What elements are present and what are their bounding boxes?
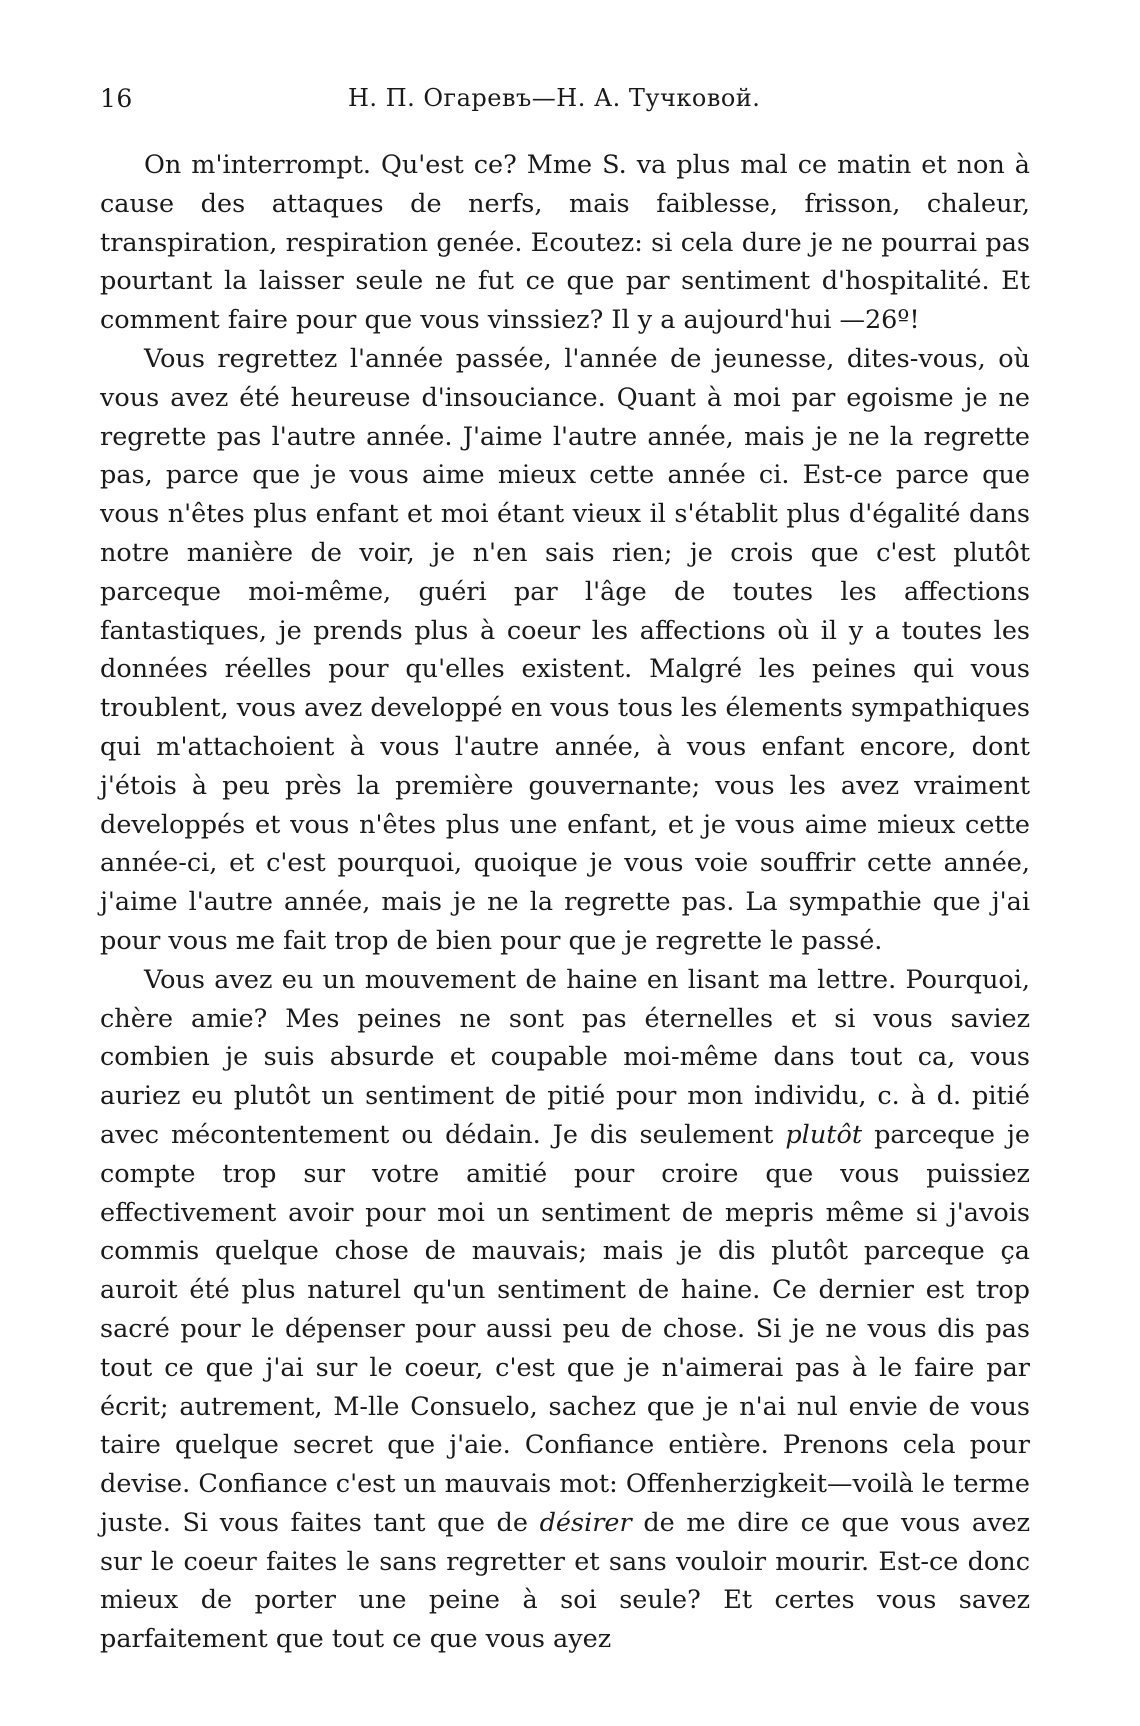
text-segment: Vous avez eu un mouvement de haine en lisant ma lettre. Pourquoi, chère amie? Mes peines ne sont pas éternelles et si vous saviez combien je suis absurde et coupable moi-même dans tout ca, vous auriez eu plutôt un sentiment de pitié pour mon individu, c. à d. pitié avec mécontentement ou dédain. Je dis seulement <box>100 964 1030 1150</box>
italic-word: désirer <box>539 1507 632 1538</box>
italic-word: plutôt <box>785 1119 863 1150</box>
paragraph <box>100 961 1030 1659</box>
page-header <box>100 84 1030 124</box>
running-head: Н. П. Огаревъ—Н. А. Тучковой. <box>348 84 761 112</box>
page-number: 16 <box>100 84 133 113</box>
text-segment: de me dire ce que vous avez sur le coeur faites le sans regretter et sans vouloir mourir. Est-ce donc mieux de porter une peine à soi seule? Et certes vous savez parfaitement que tout ce que vous ayez <box>100 1507 1030 1655</box>
text-segment: Vous regrettez l'année passée, l'année de jeunesse, dites-vous, où vous avez été heureuse d'insouciance. Quant à moi par egoisme je ne regrette pas l'autre année. J'aime l'autre année, mais je ne la regrette pas, parce que je vous aime mieux cette année ci. Est-ce parce que vous n'êtes plus enfant et moi étant vieux il s'établit plus d'égalité dans notre manière de voir, je n'en sais rien; je crois que c'est plutôt parceque moi-même, guéri par l'âge de toutes les affections fantastiques, je prends plus à coeur les affections où il y a toutes les données réelles pour qu'elles existent. Malgré les peines qui vous troublent, vous avez developpé en vous tous les élements sympathiques qui m'attachoient à vous l'autre année, à vous enfant encore, dont j'étois à peu près la première gouvernante; vous les avez vraiment developpés et vous n'êtes plus une enfant, et je vous aime mieux cette année-ci, et c'est pourquoi, quoique je vous voie souffrir cette année, j'aime l'autre année, mais je ne la regrette pas. La sympathie que j'ai pour vous me fait trop de bien pour que je regrette le passé. <box>100 343 1030 956</box>
text-segment: parceque je compte trop sur votre amitié pour croire que vous puissiez effectivement avoir pour moi un sentiment de mepris même si j'avois commis quelque chose de mauvais; mais je dis plutôt parceque ça auroit été plus naturel qu'un sentiment de haine. Ce dernier est trop sacré pour le dépenser pour aussi peu de chose. Si je ne vous dis pas tout ce que j'ai sur le coeur, c'est que je n'aimerai pas à le faire par écrit; autrement, M-lle Consuelo, sachez que je n'ai nul envie de vous taire quelque secret que j'aie. Confiance entière. Prenons cela pour devise. Confiance c'est un mauvais mot: Offenherzigkeit—voilà le terme juste. Si vous faites tant que de <box>100 1119 1030 1538</box>
paragraph <box>100 146 1030 340</box>
text-segment: On m'interrompt. Qu'est ce? Mme S. va plus mal ce matin et non à cause des attaques de nerfs, mais faiblesse, frisson, chaleur, transpiration, respiration genée. Ecoutez: si cela dure je ne pourrai pas pourtant la laisser seule ne fut ce que par sentiment d'hospitalité. Et comment faire pour que vous vinssiez? Il y a aujourd'hui —26º! <box>100 150 1030 336</box>
body-text <box>100 146 1030 1659</box>
paragraph <box>100 340 1030 961</box>
